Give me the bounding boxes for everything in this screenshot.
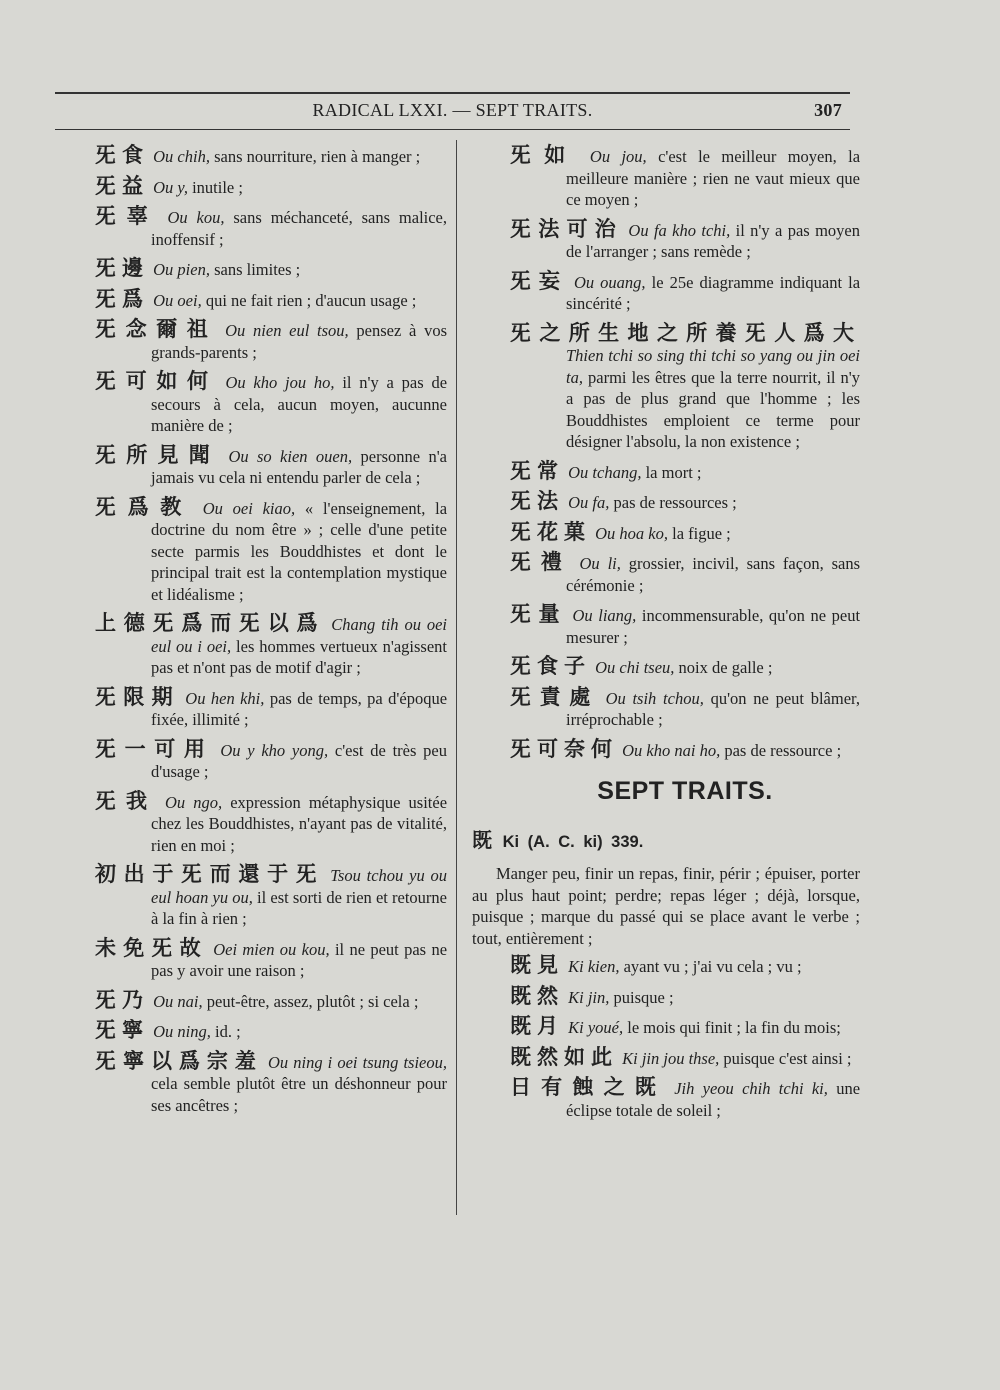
entry-definition: expression métaphysique usitée chez les Bouddhistes, n'ayant pas de vitalité, rien en moi ; [151, 792, 448, 855]
right-entries-top [510, 145, 860, 761]
entry-romanization: Ki youé, [568, 1018, 624, 1037]
entry-characters: 旡之所生地之所養旡人爲大 [510, 320, 860, 345]
entry-characters: 旡念爾祖 [95, 317, 218, 341]
dictionary-entry [510, 145, 860, 211]
dictionary-entry [510, 684, 860, 731]
entry-definition: il n'y a pas de secours à cela, aucun moyen, aucunne manière de ; [151, 373, 448, 435]
entry-definition: parmi les êtres que la terre nourrit, il n'y a pas de plus grand que l'homme ; les Bouddhistes emploient ce terme pour désigner l'absolu, la non existence ; [566, 367, 861, 451]
dictionary-entry [95, 736, 448, 783]
entry-characters: 旡寧 [95, 1018, 149, 1042]
entry-romanization: Ou fa kho tchi, [628, 220, 731, 240]
dictionary-entry [510, 983, 860, 1009]
entry-romanization: Ou kho jou ho, [225, 373, 335, 392]
entry-characters: 旡可如何 [95, 369, 218, 393]
dictionary-entry [510, 320, 861, 453]
entry-characters: 旡食子 [510, 654, 591, 678]
entry-romanization: Ou y kho yong, [220, 740, 329, 760]
dictionary-entry [510, 604, 860, 648]
dictionary-entry [510, 552, 860, 596]
entry-definition: il est sorti de rien et retourne à la fin à rien ; [151, 887, 448, 928]
entry-romanization: Ou kou, [167, 208, 225, 227]
entry-characters: 旡法 [510, 489, 564, 513]
entry-romanization: Ou liang, [572, 606, 637, 625]
entry-characters: 旡寧以爲宗羞 [95, 1048, 263, 1073]
entry-definition: pas de temps, pa d'époque fixée, illimité ; [151, 688, 448, 729]
entry-characters: 上德旡爲而旡以爲 [95, 611, 326, 635]
dictionary-entry [95, 145, 447, 168]
entry-romanization: Ou pien, [153, 260, 210, 279]
entry-characters: 既然 [510, 983, 564, 1008]
entry-definition: puisque ; [613, 987, 674, 1007]
section-key-line [472, 824, 860, 853]
header-top-rule [55, 92, 850, 94]
entry-characters: 旡可奈何 [510, 736, 618, 761]
entry-characters: 既然如此 [510, 1044, 618, 1069]
entry-characters: 旡邊 [95, 256, 149, 280]
dictionary-entry [510, 491, 860, 514]
entry-romanization: Ou hoa ko, [595, 523, 668, 543]
entry-characters: 初出于旡而還于旡 [95, 862, 325, 886]
entry-romanization: Ou nai, [153, 991, 203, 1011]
entry-definition: c'est le meilleur moyen, la meilleure manière ; rien ne vaut mieux que ce moyen ; [566, 147, 861, 209]
entry-definition: c'est de très peu d'usage ; [151, 740, 448, 781]
entry-romanization: Chang tih ou oei eul ou i oei, [151, 615, 448, 656]
dictionary-entry [95, 371, 447, 437]
entry-characters: 旡益 [95, 173, 149, 198]
entry-definition: qui ne fait rien ; d'aucun usage ; [205, 290, 417, 310]
entry-characters: 旡如 [510, 143, 579, 167]
dictionary-entry [95, 613, 447, 679]
dictionary-entry [510, 1077, 860, 1121]
entry-definition: grossier, incivil, sans façon, sans cérémonie ; [566, 554, 861, 595]
entry-romanization: Ou kho nai ho, [622, 740, 721, 760]
right-column [472, 143, 861, 1129]
entry-romanization: Ou chih, [153, 147, 210, 166]
running-head-title: RADICAL LXXI. — SEPT TRAITS. [312, 100, 593, 120]
entry-definition: qu'on ne peut blâmer, irréprochable ; [566, 688, 860, 729]
entry-definition: il n'y a pas moyen de l'arranger ; sans remède ; [566, 220, 861, 261]
dictionary-entry [95, 442, 448, 489]
entry-definition: puisque c'est ainsi ; [723, 1048, 852, 1068]
entry-characters: 旡妄 [510, 268, 568, 293]
entry-definition: une éclipse totale de soleil ; [566, 1079, 861, 1120]
dictionary-entry [95, 987, 447, 1013]
entry-romanization: Ki jin jou thse, [622, 1048, 720, 1068]
entry-romanization: Ou tsih tchou, [605, 688, 704, 708]
entry-definition: le 25e diagramme indiquant la sincérité ; [566, 272, 861, 313]
entry-romanization: Oei mien ou kou, [213, 939, 330, 959]
entry-romanization: Ou chi tseu, [595, 658, 675, 677]
entry-characters: 未免旡故 [95, 935, 208, 960]
dictionary-entry [95, 935, 448, 982]
section-title: SEPT TRAITS. [597, 777, 773, 805]
dictionary-entry [95, 258, 447, 281]
entry-definition: peut-être, assez, plutôt ; si cela ; [206, 991, 419, 1011]
entry-romanization: Ou ngo, [164, 792, 223, 812]
entry-definition: la mort ; [645, 462, 702, 482]
dictionary-entry [95, 206, 447, 250]
left-column [95, 145, 447, 1124]
column-divider [456, 140, 457, 1215]
entry-romanization: Ou oei, [153, 290, 202, 310]
entry-romanization: Jih yeou chih tchi ki, [674, 1079, 828, 1098]
entry-romanization: Tsou tchou yu ou eul hoan yu ou, [151, 866, 447, 907]
header-bottom-rule [55, 129, 850, 130]
entry-characters: 旡食 [95, 143, 149, 167]
section-key-text: Ki (A. C. ki) 339. [502, 833, 644, 851]
dictionary-entry [95, 684, 448, 731]
entry-characters: 旡禮 [510, 550, 572, 574]
entry-definition: sans nourriture, rien à manger ; [214, 147, 421, 166]
entry-characters: 旡所見聞 [95, 442, 221, 467]
entry-characters: 旡量 [510, 602, 567, 626]
dictionary-entry [95, 1020, 447, 1043]
dictionary-entry [95, 173, 447, 199]
entry-romanization: Ou jou, [589, 147, 647, 166]
entry-characters: 日有蝕之既 [510, 1075, 666, 1099]
dictionary-entry [510, 458, 860, 484]
entry-definition: la figue ; [672, 523, 731, 543]
entry-characters: 旡乃 [95, 987, 149, 1012]
entry-characters: 旡限期 [95, 684, 180, 709]
entry-romanization: Ou hen khi, [185, 688, 265, 708]
entry-romanization: Ou ning i oei tsung tsieou, [267, 1052, 448, 1072]
entry-definition: pas de ressources ; [613, 493, 737, 512]
entry-characters: 旡辜 [95, 204, 159, 228]
entry-romanization: Ou ouang, [573, 272, 646, 292]
entry-romanization: Ou li, [579, 554, 621, 573]
entry-definition: id. ; [215, 1022, 241, 1041]
dictionary-entry [95, 319, 447, 363]
entry-definition: ayant vu ; j'ai vu cela ; vu ; [623, 957, 802, 976]
entry-characters: 旡花菓 [510, 519, 591, 544]
entry-romanization: Ou y, [153, 177, 188, 197]
dictionary-entry [510, 656, 860, 679]
entry-romanization: Ki kien, [568, 957, 620, 976]
entry-characters: 旡法可治 [510, 216, 624, 241]
entry-romanization: Ou nien eul tsou, [225, 321, 349, 340]
right-entries-bottom [510, 955, 860, 1121]
entry-definition: les hommes vertueux n'agissent pas et n'ont pas de motif d'agir ; [151, 636, 447, 677]
dictionary-entry [95, 864, 447, 930]
entry-characters: 旡爲教 [95, 494, 193, 519]
entry-romanization: Ou ning, [153, 1022, 211, 1041]
entry-characters: 旡我 [95, 788, 157, 813]
entry-definition: « l'enseignement, la doctrine du nom être » ; celle d'une petite secte parmis les Bouddhistes et dont le principal trait est la contemplation mystique et lidéalisme ; [151, 498, 448, 604]
entry-characters: 旡責處 [510, 684, 599, 709]
dictionary-entry [510, 955, 860, 978]
section-definition: Manger peu, finir un repas, finir, périr ; épuiser, porter au plus haut point; perdre; repas léger ; déjà, lorsque, puisque ; marque du passé qui se place avant le verbe ; tout, entièrement ; [472, 864, 860, 948]
dictionary-entry [510, 1044, 860, 1070]
entry-definition: noix de galle ; [678, 658, 773, 677]
page-number: 307 [814, 100, 842, 120]
dictionary-entry [510, 1016, 860, 1039]
entry-characters: 既月 [510, 1014, 564, 1038]
entry-definition: il ne peut pas ne pas y avoir une raison ; [151, 939, 448, 980]
dictionary-entry [95, 788, 448, 857]
dictionary-entry [95, 286, 447, 312]
section-key-character: 既 [472, 828, 494, 852]
entry-definition: le mois qui finit ; la fin du mois; [627, 1018, 841, 1037]
entry-characters: 旡爲 [95, 286, 149, 311]
entry-definition: sans limites ; [214, 260, 301, 279]
running-head [55, 100, 850, 124]
entry-definition: pensez à vos grands-parents ; [151, 321, 448, 362]
entry-characters: 旡一可用 [95, 736, 214, 761]
dictionary-entry [510, 519, 860, 545]
dictionary-entry [510, 268, 861, 315]
entry-definition: cela semble plutôt être un déshonneur pour ses ancêtres ; [151, 1074, 447, 1115]
entry-romanization: Ou oei kiao, [202, 498, 296, 518]
dictionary-entry [510, 216, 861, 263]
entry-characters: 旡常 [510, 458, 564, 483]
entry-romanization: Thien tchi so sing thi tchi so yang ou jin oei ta, [566, 346, 860, 387]
entry-romanization: Ki jin, [568, 987, 610, 1007]
entry-romanization: Ou fa, [568, 493, 610, 512]
entry-characters: 既見 [510, 953, 564, 977]
entry-definition: inutile ; [192, 177, 243, 197]
dictionary-entry [510, 736, 860, 762]
dictionary-entry [95, 494, 448, 606]
entry-definition: incommensurable, qu'on ne peut mesurer ; [566, 606, 861, 647]
entry-romanization: Ou tchang, [568, 462, 642, 482]
entry-romanization: Ou so kien ouen, [228, 446, 353, 466]
dictionary-entry [95, 1048, 448, 1117]
entry-definition: sans méchanceté, sans malice, inoffensif ; [151, 208, 448, 249]
entry-definition: personne n'a jamais vu cela ni entendu parler de cela ; [151, 446, 448, 487]
entry-definition: pas de ressource ; [724, 740, 842, 760]
